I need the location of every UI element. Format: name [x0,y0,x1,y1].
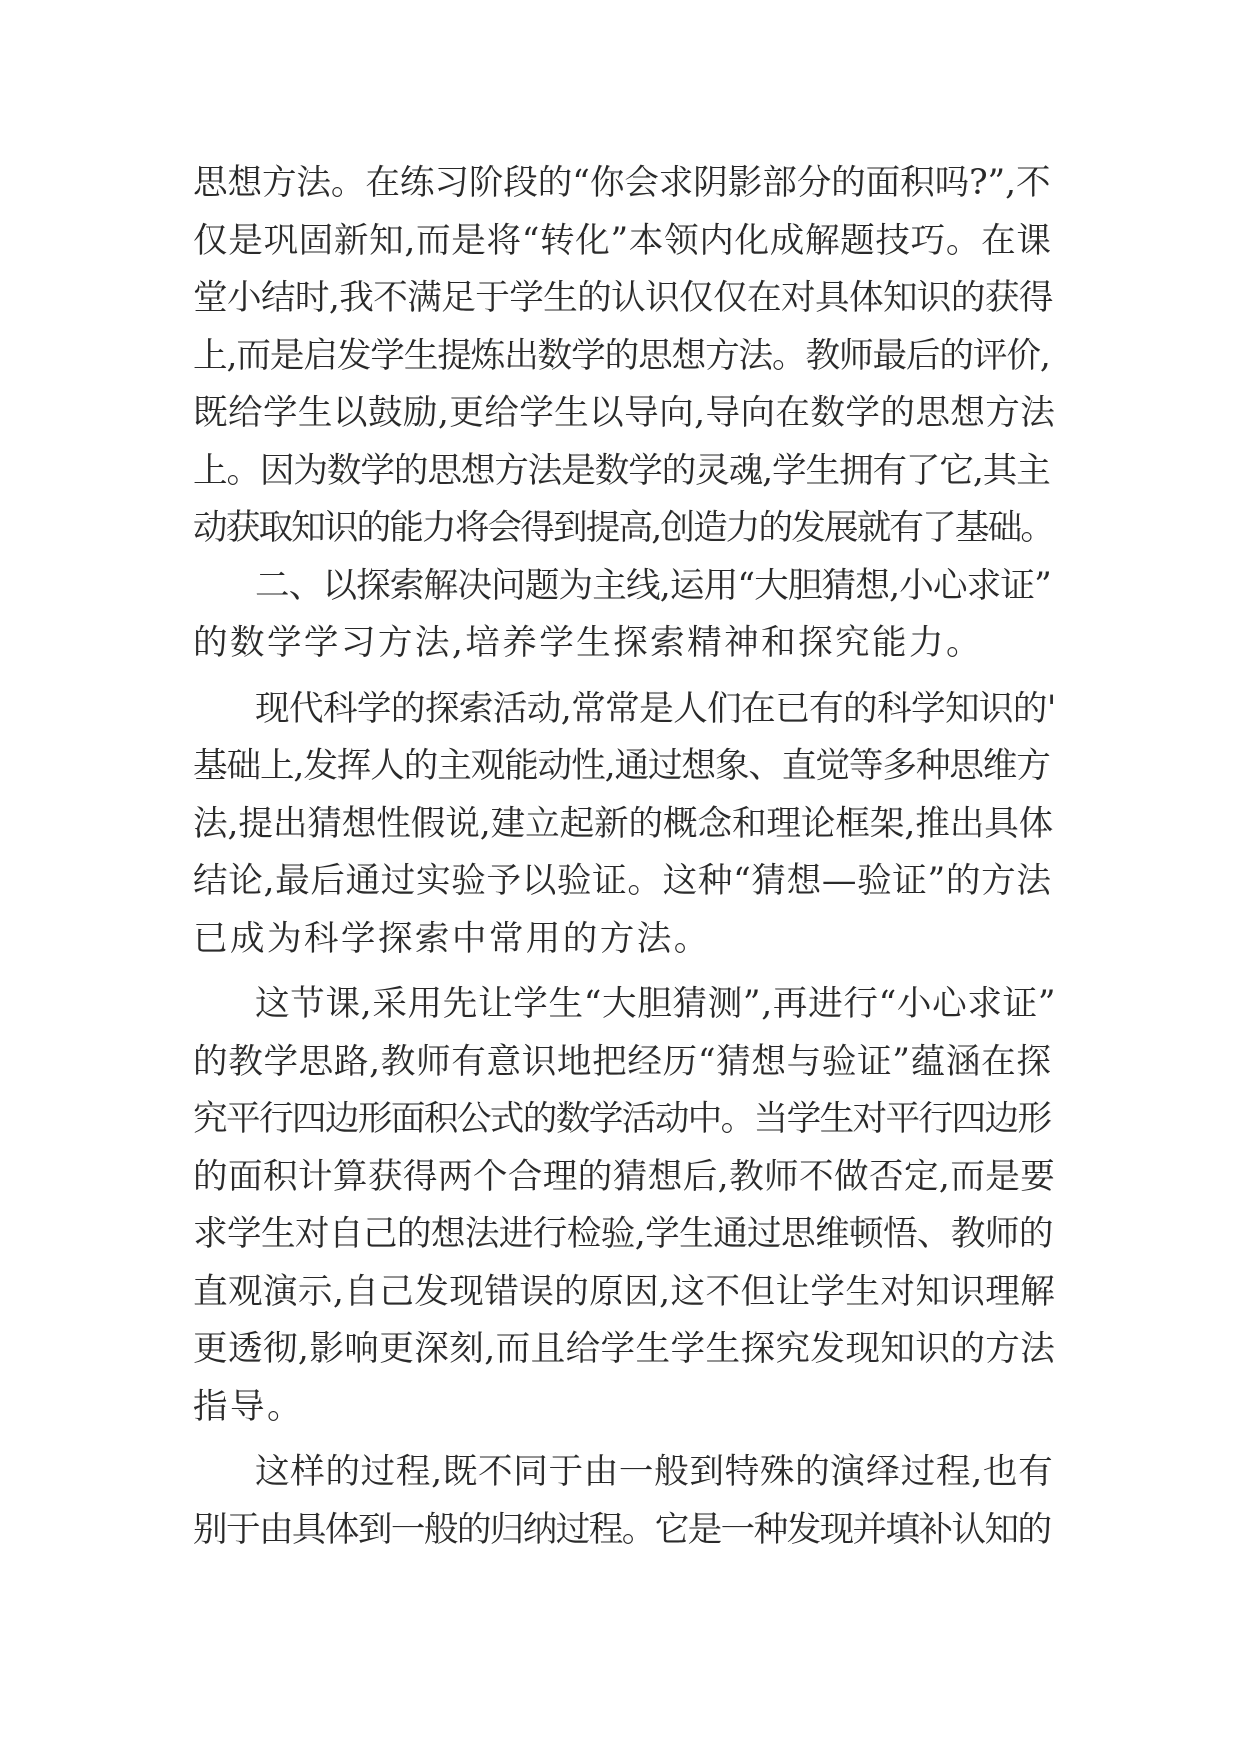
text-line: 仅是巩固新知,而是将“转化”本领内化成解题技巧。在课 [193,220,1052,261]
text-line: 上,而是启发学生提炼出数学的思想方法。教师最后的评价, [193,335,1050,376]
text-line: 的数学学习方法,培养学生探索精神和探究能力。 [193,623,983,663]
text-line: 别于由具体到一般的归纳过程。它是一种发现并填补认知的 [193,1509,1051,1550]
text-line: 法,提出猜想性假说,建立起新的概念和理论框架,推出具体 [193,803,1054,844]
text-line: 的面积计算获得两个合理的猜想后,教师不做否定,而是要 [193,1156,1056,1197]
document-body [193,155,1055,1559]
text-line: 思想方法。在练习阶段的“你会求阴影部分的面积吗?”,不 [193,163,1051,203]
text-line: 现代科学的探索活动,常常是人们在已有的科学知识的' [255,688,1056,729]
text-line: 动获取知识的能力将会得到提高,创造力的发展就有了基础。 [193,508,1054,548]
text-line: 指导。 [193,1386,304,1427]
text-line: 既给学生以鼓励,更给学生以导向,导向在数学的思想方法 [193,393,1056,433]
text-line: 的教学思路,教师有意识地把经历“猜想与验证”蕴涵在探 [193,1041,1052,1082]
text-line: 已成为科学探索中常用的方法。 [193,918,711,959]
text-line: 直观演示,自己发现错误的原因,这不但让学生对知识理解 [193,1271,1056,1312]
text-line: 这节课,采用先让学生“大胆猜测”,再进行“小心求证” [255,984,1057,1024]
text-line: 这样的过程,既不同于由一般到特殊的演绎过程,也有 [255,1452,1054,1492]
text-line: 更透彻,影响更深刻,而且给学生学生探究发现知识的方法 [193,1329,1056,1369]
text-line: 堂小结时,我不满足于学生的认识仅仅在对具体知识的获得 [193,278,1053,318]
text-line: 结论,最后通过实验予以验证。这种“猜想—验证”的方法 [193,861,1052,901]
text-line: 上。因为数学的思想方法是数学的灵魂,学生拥有了它,其主 [193,450,1050,491]
text-line: 究平行四边形面积公式的数学活动中。当学生对平行四边形 [193,1099,1051,1139]
text-line: 求学生对自己的想法进行检验,学生通过思维顿悟、教师的 [193,1214,1053,1254]
text-line: 二、以探索解决问题为主线,运用“大胆猜想,小心求证” [255,565,1051,606]
text-line: 基础上,发挥人的主观能动性,通过想象、直觉等多种思维方 [193,746,1050,786]
